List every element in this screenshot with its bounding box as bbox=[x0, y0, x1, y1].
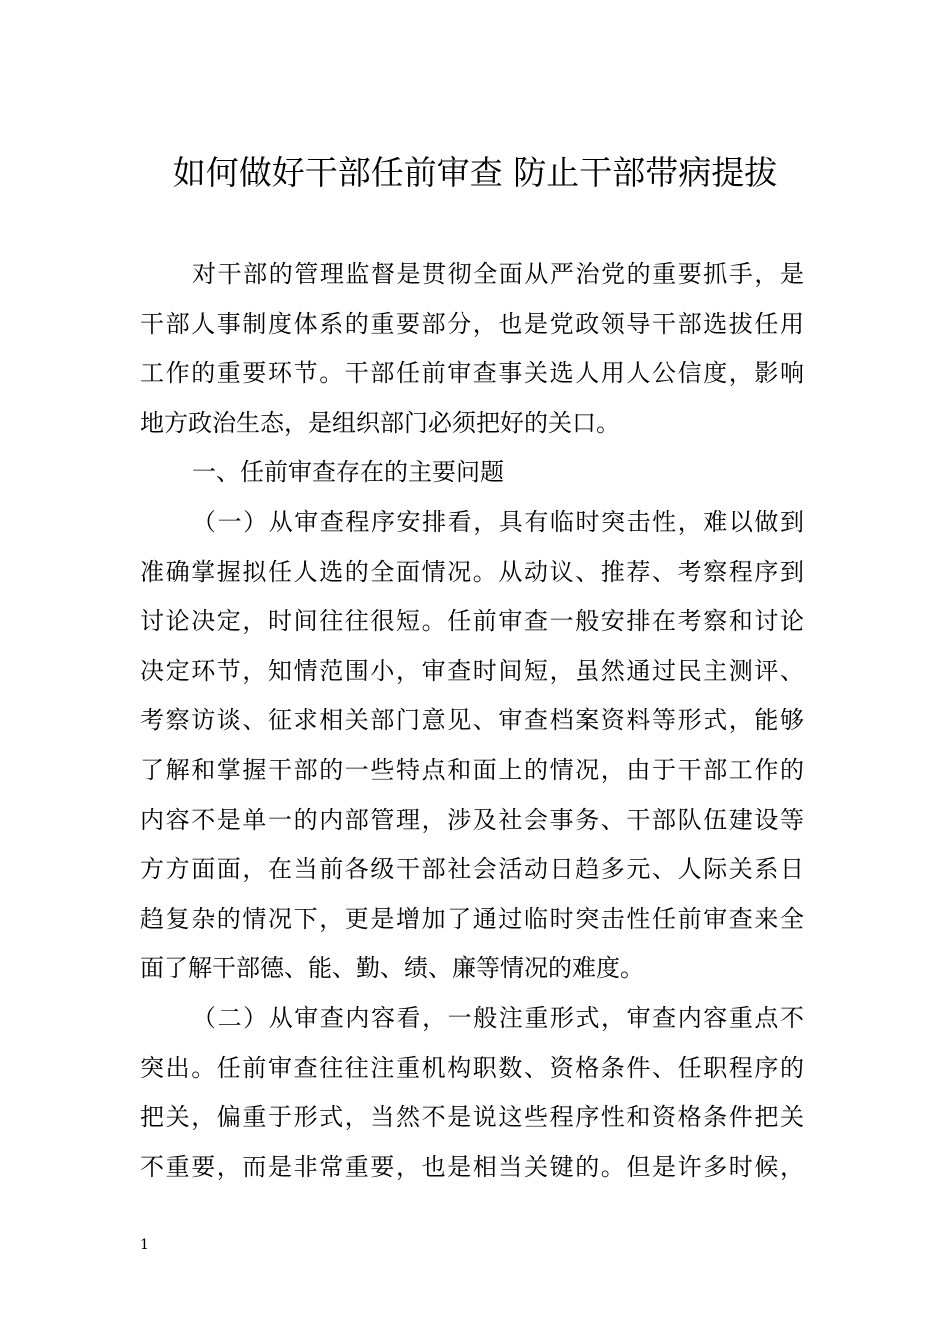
body-line: 趋复杂的情况下，更是增加了通过临时突击性任前审查来全 bbox=[140, 904, 804, 933]
body-line: 方方面面，在当前各级干部社会活动日趋多元、人际关系日 bbox=[140, 855, 804, 884]
document-body bbox=[140, 250, 804, 1192]
body-line: 干部人事制度体系的重要部分，也是党政领导干部选拔任用 bbox=[140, 309, 804, 338]
body-line: 了解和掌握干部的一些特点和面上的情况，由于干部工作的 bbox=[140, 755, 804, 784]
body-line: 一、任前审查存在的主要问题 bbox=[192, 458, 504, 487]
body-line: 面了解干部德、能、勤、绩、廉等情况的难度。 bbox=[140, 954, 644, 983]
page-number: 1 bbox=[140, 1237, 149, 1253]
body-line: 讨论决定，时间往往很短。任前审查一般安排在考察和讨论 bbox=[140, 607, 804, 636]
body-line: 地方政治生态，是组织部门必须把好的关口。 bbox=[140, 408, 620, 437]
body-line: 对干部的管理监督是贯彻全面从严治党的重要抓手，是 bbox=[192, 260, 804, 288]
body-line: 工作的重要环节。干部任前审查事关选人用人公信度，影响 bbox=[140, 359, 804, 388]
body-line: 不重要，而是非常重要，也是相当关键的。但是许多时候， bbox=[140, 1152, 804, 1181]
body-line: 内容不是单一的内部管理，涉及社会事务、干部队伍建设等 bbox=[140, 805, 804, 834]
body-line: （二）从审查内容看，一般注重形式，审查内容重点不 bbox=[192, 1003, 804, 1032]
body-line: （一）从审查程序安排看，具有临时突击性，难以做到 bbox=[192, 507, 804, 536]
body-line: 突出。任前审查往往注重机构职数、资格条件、任职程序的 bbox=[140, 1053, 804, 1082]
document-title: 如何做好干部任前审查 防止干部带病提拔 bbox=[172, 153, 778, 192]
body-line: 考察访谈、征求相关部门意见、审查档案资料等形式，能够 bbox=[140, 706, 804, 735]
body-line: 准确掌握拟任人选的全面情况。从动议、推荐、考察程序到 bbox=[140, 557, 804, 586]
body-line: 把关，偏重于形式，当然不是说这些程序性和资格条件把关 bbox=[140, 1103, 804, 1132]
body-line: 决定环节，知情范围小，审查时间短，虽然通过民主测评、 bbox=[140, 656, 804, 685]
